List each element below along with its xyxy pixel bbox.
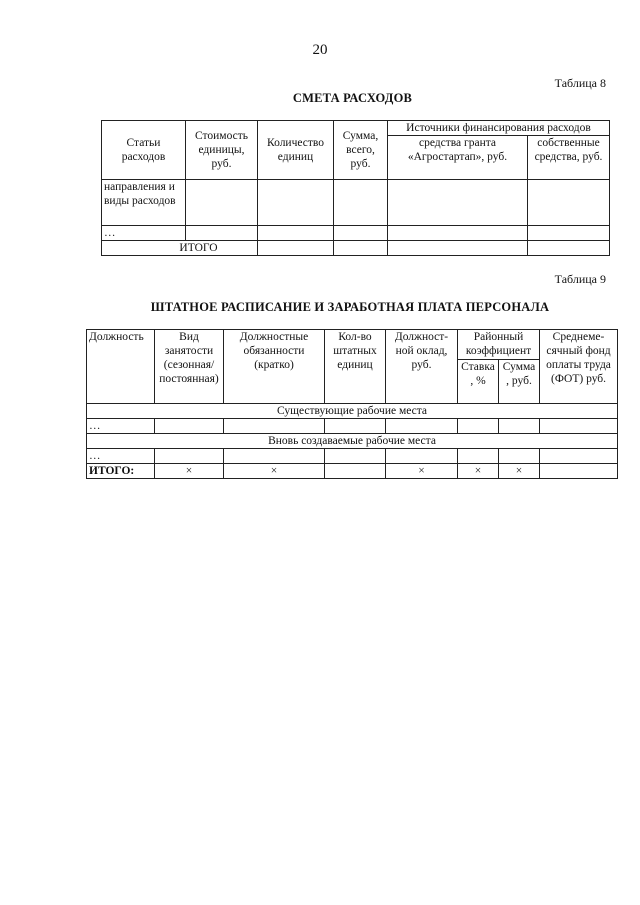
cross-mark: × [499,464,540,479]
row-directions: направления и виды расходов [102,180,186,226]
header-position: Должность [87,330,155,404]
table-8-label: Таблица 8 [554,76,606,90]
header-rate: Ставка , % [458,360,499,404]
header-regional: Районный коэффициент [458,330,540,360]
row-total: ИТОГО: [87,464,155,479]
row-ellipsis-2: … [87,449,155,464]
header-fund: Среднеме-сячный фонд оплаты труда (ФОТ) руб. [540,330,618,404]
estimate-table [101,120,610,256]
header-count: Кол-во штатных единиц [325,330,386,404]
row-ellipsis: … [102,226,186,241]
staff-table [86,329,618,479]
cross-mark: × [458,464,499,479]
header-amount: Сумма , руб. [499,360,540,404]
page-number: 20 [312,42,328,58]
header-own: собственные средства, руб. [528,136,610,180]
row-existing-jobs: Существующие рабочие места [87,404,618,419]
header-items: Статьи расходов [102,121,186,180]
table-8-title: СМЕТА РАСХОДОВ [292,91,413,105]
cross-mark: × [386,464,458,479]
cross-mark: × [155,464,224,479]
row-ellipsis-1: … [87,419,155,434]
cross-mark: × [224,464,325,479]
row-total: ИТОГО [102,241,258,256]
header-employment: Вид занятости (сезонная/ постоянная) [155,330,224,404]
header-quantity: Количество единиц [258,121,334,180]
header-duties: Должностные обязанности (кратко) [224,330,325,404]
header-sum: Сумма, всего, руб. [334,121,388,180]
table-9-label: Таблица 9 [554,272,606,286]
header-unit-cost: Стоимость единицы, руб. [186,121,258,180]
table-9-title: ШТАТНОЕ РАСПИСАНИЕ И ЗАРАБОТНАЯ ПЛАТА ПЕРСОНАЛА [150,300,550,314]
header-salary: Должност-ной оклад, руб. [386,330,458,404]
header-sources: Источники финансирования расходов [388,121,610,136]
header-grant: средства гранта «Агростартап», руб. [388,136,528,180]
row-new-jobs: Вновь создаваемые рабочие места [87,434,618,449]
